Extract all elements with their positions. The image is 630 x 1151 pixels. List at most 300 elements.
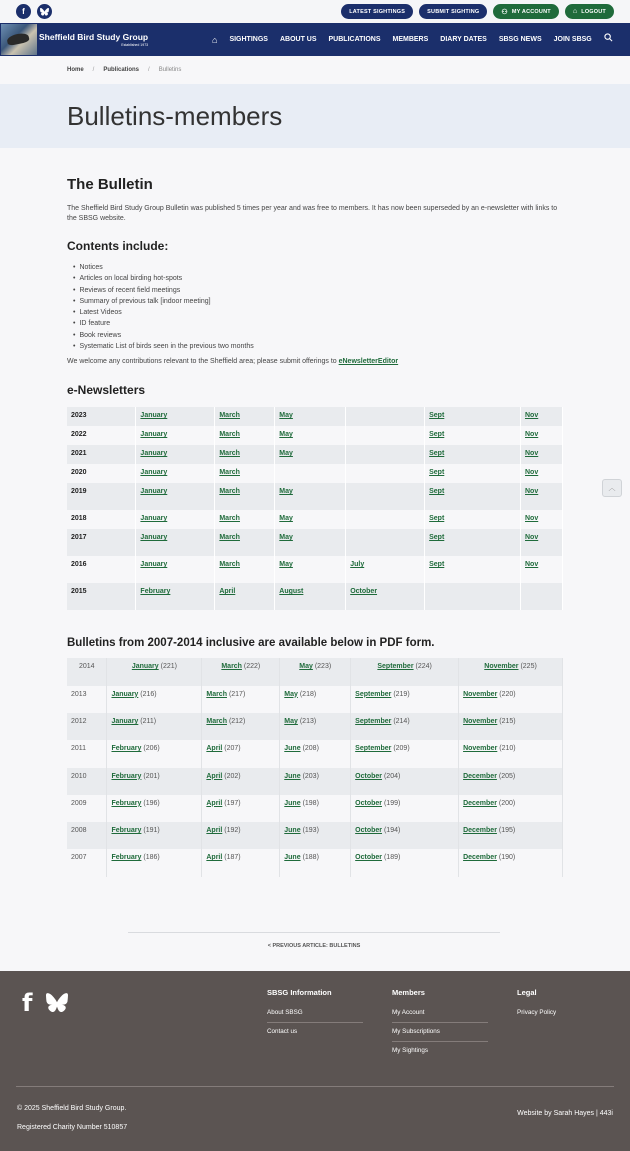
table-row	[67, 822, 563, 849]
bulletin-pdf-link[interactable]: February	[111, 745, 142, 753]
table-cell	[521, 445, 563, 464]
bulletin-pdf-link[interactable]: February	[111, 799, 142, 807]
table-cell	[425, 529, 521, 556]
list-item: • Latest Videos	[73, 307, 563, 318]
bulletin-pdf-link[interactable]: January	[111, 690, 139, 698]
bulletin-pdf-link[interactable]: April	[206, 827, 223, 835]
footer-credit-label: Website by	[517, 1110, 554, 1117]
newsletter-link[interactable]: Nov	[525, 561, 539, 569]
table-cell	[107, 795, 202, 822]
newsletter-link[interactable]: Sept	[429, 431, 445, 439]
year-cell: 2010	[67, 768, 107, 795]
newsletter-link[interactable]: March	[219, 469, 240, 477]
breadcrumb-current: Bulletins	[158, 67, 182, 73]
newsletter-link[interactable]: January	[140, 515, 168, 523]
newsletter-link[interactable]: May	[279, 431, 293, 439]
bulletin-pdf-link[interactable]: March	[206, 690, 227, 698]
year-cell: 2019	[67, 483, 136, 510]
table-cell	[521, 426, 563, 445]
newsletter-link[interactable]: Nov	[525, 450, 539, 458]
pdf-heading: Bulletins from 2007-2014 inclusive are available below in PDF form.	[67, 637, 435, 650]
table-row	[67, 768, 563, 795]
year-cell: 2021	[67, 445, 136, 464]
nav-item-diary-dates[interactable]: DIARY DATES	[440, 36, 487, 43]
bulletin-pdf-link[interactable]: November	[484, 663, 519, 671]
table-cell	[346, 407, 425, 426]
table-cell	[521, 583, 563, 610]
table-cell	[459, 713, 563, 740]
table-cell	[425, 556, 521, 583]
list-item: • Notices	[73, 262, 563, 273]
bulletin-pdf-link[interactable]: January	[131, 663, 159, 671]
table-row	[67, 583, 563, 610]
nav-item-about-us[interactable]: ABOUT US	[279, 36, 317, 43]
nav-item-members[interactable]: MEMBERS	[392, 36, 429, 43]
breadcrumb-publications[interactable]: Publications	[103, 67, 140, 73]
issue-number: (206)	[143, 745, 160, 753]
bulletin-pdf-link[interactable]: October	[355, 827, 383, 835]
bulletin-pdf-link[interactable]: February	[111, 854, 142, 862]
logout-label: LOGOUT	[581, 8, 606, 15]
bulletin-pdf-link[interactable]: April	[206, 799, 223, 807]
bulletin-pdf-link[interactable]: December	[463, 827, 497, 835]
table-cell	[459, 795, 563, 822]
bulletin-intro: The Sheffield Bird Study Group Bulletin was published 5 times per year and was free to members. It has now been superseded by an e-newsletter with links to the SBSG website.	[67, 205, 558, 222]
table-cell	[202, 658, 280, 685]
lock-icon: ⌂	[572, 8, 578, 15]
list-item: • Reviews of recent field meetings	[73, 285, 563, 296]
newsletter-link[interactable]: January	[140, 450, 168, 458]
issue-number: (224)	[415, 663, 432, 671]
table-cell	[346, 583, 425, 610]
table-cell	[280, 658, 351, 685]
table-row	[67, 464, 563, 483]
previous-article-link[interactable]: < PREVIOUS ARTICLE: BULLETINS	[128, 932, 500, 949]
facebook-icon[interactable]: f	[22, 989, 33, 1017]
list-item: • Book reviews	[73, 330, 563, 341]
footer-legal	[517, 988, 613, 1027]
table-cell	[425, 483, 521, 510]
newsletter-link[interactable]: Sept	[429, 450, 445, 458]
issue-number: (220)	[499, 690, 516, 698]
newsletter-link[interactable]: March	[219, 515, 240, 523]
newsletter-link[interactable]: Sept	[429, 488, 445, 496]
table-cell	[351, 713, 459, 740]
year-cell: 2008	[67, 822, 107, 849]
main-nav	[0, 23, 630, 56]
table-cell	[215, 407, 275, 426]
bulletin-pdf-link[interactable]: December	[463, 772, 497, 780]
table-cell	[275, 445, 346, 464]
issue-number: (218)	[299, 690, 317, 698]
newsletter-link[interactable]: Nov	[525, 431, 539, 439]
footer-members-heading: Members	[392, 988, 425, 997]
enewsletters-heading: e-Newsletters	[67, 383, 146, 398]
table-cell	[202, 795, 280, 822]
newsletter-link[interactable]: Nov	[525, 412, 539, 420]
issue-number: (195)	[498, 827, 516, 835]
table-row	[67, 686, 563, 713]
user-icon: ⚇	[501, 8, 508, 16]
nav-item-sightings[interactable]: SIGHTINGS	[229, 36, 268, 43]
table-cell	[425, 583, 521, 610]
breadcrumb-separator: /	[92, 67, 95, 73]
newsletter-link[interactable]: May	[279, 534, 293, 542]
table-cell	[280, 740, 351, 767]
table-cell	[215, 556, 275, 583]
table-cell	[459, 686, 563, 713]
year-cell: 2018	[67, 510, 136, 529]
newsletter-link[interactable]: January	[140, 431, 168, 439]
table-cell	[275, 464, 346, 483]
facebook-icon[interactable]: f	[16, 4, 31, 19]
newsletter-link[interactable]: August	[279, 588, 304, 596]
logo-bird-image	[1, 24, 37, 55]
newsletter-link[interactable]: Sept	[429, 561, 445, 569]
year-cell: 2020	[67, 464, 136, 483]
footer-charity-number: Registered Charity Number 510857	[17, 1124, 128, 1131]
bulletin-pdf-link[interactable]: February	[111, 827, 142, 835]
page-title: Bulletins-members	[67, 100, 283, 131]
table-cell	[346, 426, 425, 445]
table-cell	[107, 768, 202, 795]
table-cell	[351, 740, 459, 767]
breadcrumb-separator: /	[148, 67, 150, 73]
bulletin-pdf-link[interactable]: October	[355, 799, 383, 807]
submit-sighting-button[interactable]: SUBMIT SIGHTING	[419, 4, 487, 19]
page-title-band	[0, 84, 630, 148]
table-cell	[425, 407, 521, 426]
bulletin-pdf-link[interactable]: October	[355, 854, 383, 862]
table-cell	[275, 510, 346, 529]
bulletin-pdf-link[interactable]: March	[221, 663, 242, 671]
bulletin-pdf-link[interactable]: December	[463, 799, 497, 807]
issue-number: (212)	[228, 717, 246, 725]
bulletin-pdf-link[interactable]: June	[284, 799, 301, 807]
footer-credit	[517, 1110, 613, 1117]
table-cell	[351, 686, 459, 713]
table-cell	[521, 483, 563, 510]
newsletter-link[interactable]: Sept	[429, 469, 445, 477]
table-cell	[107, 713, 202, 740]
issue-number: (219)	[393, 690, 410, 698]
year-cell: 2013	[67, 686, 107, 713]
bulletin-pdf-link[interactable]: September	[355, 690, 392, 698]
table-cell	[136, 445, 215, 464]
table-cell	[275, 483, 346, 510]
table-cell	[136, 556, 215, 583]
table-cell	[521, 510, 563, 529]
breadcrumb-home[interactable]: Home	[67, 67, 84, 73]
table-cell	[202, 849, 280, 876]
table-cell	[136, 426, 215, 445]
table-cell	[346, 556, 425, 583]
table-cell	[346, 529, 425, 556]
footer-credit-link[interactable]: Sarah Hayes | 443i	[553, 1110, 613, 1117]
table-row	[67, 795, 563, 822]
enewsletter-editor-link[interactable]: eNewsletterEditor	[338, 358, 399, 366]
bulletin-pdf-link[interactable]: June	[284, 854, 301, 862]
bulletin-pdf-link[interactable]: September	[355, 717, 392, 725]
bulletin-pdf-link[interactable]: June	[284, 827, 301, 835]
table-cell	[275, 529, 346, 556]
table-cell	[280, 849, 351, 876]
issue-number: (221)	[160, 663, 177, 671]
bulletin-pdf-link[interactable]: April	[206, 854, 223, 862]
contents-heading: Contents include:	[67, 239, 169, 253]
newsletter-link[interactable]: May	[279, 515, 293, 523]
bluesky-icon[interactable]	[37, 4, 52, 19]
bulletin-pdf-link[interactable]: December	[463, 854, 497, 862]
table-cell	[459, 849, 563, 876]
table-row	[67, 445, 563, 464]
issue-number: (223)	[314, 663, 332, 671]
my-account-button[interactable]	[493, 4, 558, 19]
table-cell	[521, 556, 563, 583]
newsletter-link[interactable]: Nov	[525, 515, 539, 523]
issue-number: (205)	[498, 772, 516, 780]
footer-legal-heading: Legal	[517, 988, 537, 997]
logo-title: Sheffield Bird Study Group	[39, 32, 149, 42]
footer-sbsg-info	[267, 988, 363, 1046]
table-cell	[202, 740, 280, 767]
issue-number: (186)	[143, 854, 160, 862]
year-cell: 2023	[67, 407, 136, 426]
bulletin-pdf-link[interactable]: January	[111, 717, 139, 725]
table-cell	[107, 822, 202, 849]
issue-number: (207)	[224, 745, 241, 753]
table-row	[67, 740, 563, 767]
table-row	[67, 483, 563, 510]
list-item: • ID feature	[73, 318, 563, 329]
newsletter-link[interactable]: May	[279, 488, 293, 496]
table-row	[67, 849, 563, 876]
scroll-to-top-button[interactable]	[602, 479, 622, 497]
issue-number: (196)	[143, 799, 160, 807]
table-cell	[215, 583, 275, 610]
bluesky-icon[interactable]	[46, 993, 68, 1013]
table-cell	[346, 510, 425, 529]
issue-number: (217)	[228, 690, 246, 698]
footer-about-link[interactable]: About SBSG	[267, 1009, 363, 1023]
table-cell	[280, 795, 351, 822]
my-account-label: MY ACCOUNT	[511, 8, 551, 15]
bulletin-pdf-link[interactable]: February	[111, 772, 142, 780]
issue-number: (211)	[140, 717, 157, 725]
table-cell	[215, 510, 275, 529]
logo-subtitle: Established 1973	[121, 43, 149, 47]
table-cell	[215, 483, 275, 510]
contents-list	[73, 262, 563, 352]
footer-info-heading: SBSG Information	[267, 988, 332, 997]
table-cell	[346, 483, 425, 510]
table-row	[67, 556, 563, 583]
logout-button[interactable]	[565, 4, 614, 19]
bulletin-pdf-link[interactable]: May	[284, 717, 298, 725]
footer-copyright: © 2025 Sheffield Bird Study Group.	[17, 1105, 127, 1112]
main-content	[67, 176, 563, 877]
site-logo[interactable]	[0, 23, 150, 56]
newsletter-link[interactable]: May	[279, 450, 293, 458]
table-cell	[275, 407, 346, 426]
issue-number: (204)	[383, 772, 401, 780]
issue-number: (213)	[299, 717, 317, 725]
bulletin-pdf-link[interactable]: June	[284, 772, 301, 780]
table-row	[67, 713, 563, 740]
table-cell	[136, 483, 215, 510]
table-cell	[280, 686, 351, 713]
newsletter-link[interactable]: March	[219, 488, 240, 496]
nav-item-sbsg-news[interactable]: SBSG NEWS	[498, 36, 542, 43]
table-cell	[351, 822, 459, 849]
home-icon[interactable]: ⌂	[212, 34, 218, 45]
breadcrumb	[0, 56, 630, 84]
bulletin-pdf-link[interactable]: November	[463, 690, 498, 698]
year-cell: 2014	[67, 658, 107, 685]
newsletter-link[interactable]: Nov	[525, 534, 539, 542]
year-cell: 2022	[67, 426, 136, 445]
year-cell: 2012	[67, 713, 107, 740]
footer-contact-link[interactable]: Contact us	[267, 1028, 298, 1035]
top-social-links	[16, 4, 52, 19]
issue-number: (210)	[499, 745, 516, 753]
table-cell	[459, 768, 563, 795]
newsletter-link[interactable]: March	[219, 450, 240, 458]
newsletter-link[interactable]: Nov	[525, 469, 539, 477]
bulletin-pdf-link[interactable]: October	[355, 772, 383, 780]
table-cell	[351, 768, 459, 795]
list-item: • Articles on local birding hot-spots	[73, 273, 563, 284]
footer-privacy-link[interactable]: Privacy Policy	[517, 1009, 557, 1016]
newsletter-link[interactable]: July	[350, 561, 365, 569]
table-row	[67, 407, 563, 426]
newsletter-link[interactable]: Sept	[429, 534, 445, 542]
pdf-bulletins-table	[67, 658, 563, 876]
bulletin-pdf-link[interactable]: September	[377, 663, 414, 671]
newsletter-link[interactable]: March	[219, 561, 240, 569]
year-cell: 2015	[67, 583, 136, 610]
newsletter-link[interactable]: May	[279, 561, 293, 569]
table-cell	[459, 822, 563, 849]
bulletin-pdf-link[interactable]: November	[463, 717, 498, 725]
table-cell	[107, 740, 202, 767]
table-cell	[215, 464, 275, 483]
latest-sightings-button[interactable]: LATEST SIGHTINGS	[341, 4, 413, 19]
table-cell	[346, 445, 425, 464]
table-cell	[107, 849, 202, 876]
table-cell	[136, 510, 215, 529]
newsletter-link[interactable]: Sept	[429, 412, 445, 420]
table-cell	[425, 445, 521, 464]
newsletter-link[interactable]: January	[140, 488, 168, 496]
bulletin-pdf-link[interactable]: May	[284, 690, 298, 698]
chevron-up-icon: ︿	[608, 485, 616, 492]
newsletter-link[interactable]: May	[279, 412, 293, 420]
bulletin-pdf-link[interactable]: March	[206, 717, 227, 725]
table-cell	[275, 426, 346, 445]
issue-number: (193)	[302, 827, 319, 835]
bulletin-heading: The Bulletin	[67, 176, 153, 193]
issue-number: (214)	[393, 717, 410, 725]
year-cell: 2007	[67, 849, 107, 876]
table-cell	[136, 529, 215, 556]
table-cell	[215, 445, 275, 464]
table-row	[67, 658, 563, 685]
newsletter-link[interactable]: January	[140, 412, 168, 420]
table-cell	[136, 583, 215, 610]
newsletter-link[interactable]: March	[219, 431, 240, 439]
bulletin-pdf-link[interactable]: November	[463, 745, 498, 753]
top-bar	[0, 0, 630, 23]
bulletin-pdf-link[interactable]: April	[206, 745, 223, 753]
search-icon[interactable]	[604, 33, 613, 44]
enewsletters-table	[67, 407, 563, 610]
table-cell	[521, 407, 563, 426]
footer-my-subscriptions-link[interactable]: My Subscriptions	[392, 1028, 488, 1042]
table-cell	[521, 529, 563, 556]
newsletter-link[interactable]: January	[140, 469, 168, 477]
table-cell	[215, 529, 275, 556]
table-cell	[136, 407, 215, 426]
newsletter-link[interactable]: March	[219, 412, 240, 420]
newsletter-link[interactable]: Sept	[429, 515, 445, 523]
issue-number: (202)	[224, 772, 241, 780]
issue-number: (222)	[243, 663, 261, 671]
footer-my-sightings-link[interactable]: My Sightings	[392, 1047, 429, 1054]
table-cell	[425, 426, 521, 445]
issue-number: (215)	[499, 717, 516, 725]
table-cell	[425, 464, 521, 483]
nav-item-publications[interactable]: PUBLICATIONS	[328, 36, 381, 43]
newsletter-link[interactable]: October	[350, 588, 378, 596]
newsletter-link[interactable]: January	[140, 534, 168, 542]
issue-number: (189)	[383, 854, 401, 862]
bulletin-pdf-link[interactable]: June	[284, 745, 301, 753]
newsletter-link[interactable]: January	[140, 561, 168, 569]
table-cell	[280, 713, 351, 740]
table-row	[67, 426, 563, 445]
table-cell	[107, 686, 202, 713]
table-cell	[202, 822, 280, 849]
table-cell	[351, 658, 459, 685]
table-cell	[275, 556, 346, 583]
issue-number: (188)	[302, 854, 319, 862]
footer-my-account-link[interactable]: My Account	[392, 1009, 488, 1023]
footer-divider	[16, 1086, 614, 1087]
issue-number: (216)	[140, 690, 157, 698]
list-item: • Systematic List of birds seen in the previous two months	[73, 341, 563, 352]
bulletin-pdf-link[interactable]: September	[355, 745, 392, 753]
table-cell	[107, 658, 202, 685]
issue-number: (192)	[224, 827, 241, 835]
table-cell	[202, 768, 280, 795]
table-cell	[459, 658, 563, 685]
contributions-text	[67, 357, 563, 367]
newsletter-link[interactable]: Nov	[525, 488, 539, 496]
bulletin-pdf-link[interactable]: May	[299, 663, 313, 671]
issue-number: (203)	[302, 772, 319, 780]
newsletter-link[interactable]: February	[140, 588, 171, 596]
site-footer	[0, 971, 630, 1151]
issue-number: (191)	[143, 827, 160, 835]
newsletter-link[interactable]: April	[219, 588, 236, 596]
issue-number: (208)	[302, 745, 319, 753]
issue-number: (187)	[224, 854, 241, 862]
bulletin-pdf-link[interactable]: April	[206, 772, 223, 780]
newsletter-link[interactable]: March	[219, 534, 240, 542]
footer-members	[392, 988, 488, 1065]
nav-item-join-sbsg[interactable]: JOIN SBSG	[553, 36, 592, 43]
